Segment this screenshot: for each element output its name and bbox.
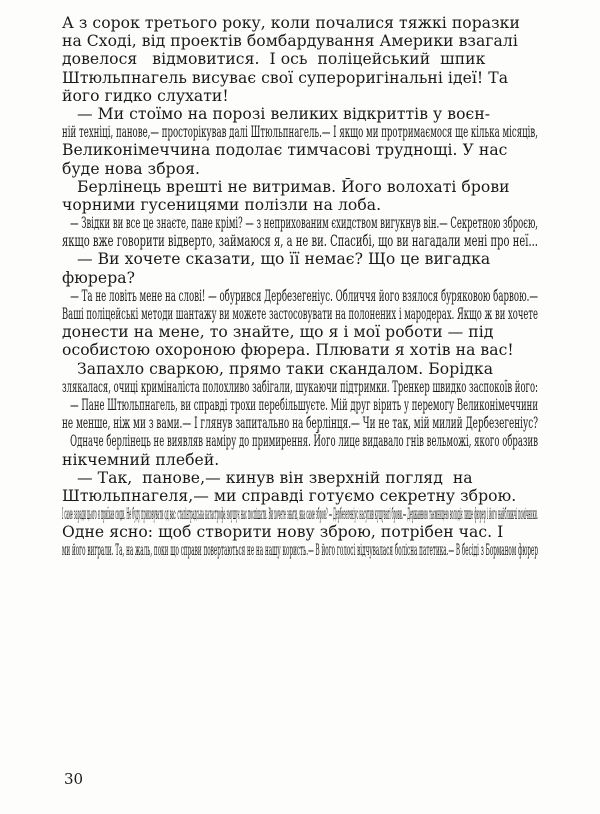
- text-line: А з сорок третього року, коли почалися тяжкі поразки: [62, 14, 520, 32]
- text-line: ми його виграли. Та, на жаль, поки що справи повертаються не на нашу користь.— В його голосі відчувалася болісна патетика.— В бесіді з Борманом фюрер: [62, 541, 539, 560]
- text-line: Одне ясно: щоб створити нову зброю, потрібен час. І: [62, 523, 504, 542]
- text-line: фюрера?: [62, 268, 135, 287]
- text-line: Великонімеччина подолає тимчасові труднощі. У нас: [62, 141, 508, 160]
- text-line: — Так, панове,— кинув він зверхній погляд на: [62, 468, 473, 487]
- text-line: — Ви хочете сказати, що її немає? Що це вигадка: [62, 250, 491, 269]
- text-line: — Та не ловіть мене на слові! — обурився Дербезегеніус. Обличчя його взялося буряковою барвою.—: [62, 286, 539, 305]
- text-line: Ваші поліцейські методи шантажу ви можете застосовувати на полонених і мародерах. Якщо ж ви хочете: [62, 305, 539, 323]
- text-line: Одначе берлінець не виявляв наміру до примирення. Його лице видавало гнів вельможі, якого образив: [62, 432, 538, 451]
- text-line: особистою охороною фюрера. Плювати я хотів на вас!: [62, 341, 514, 360]
- text-line: І саме заради цього я приїхав сюди. Не буду приховувати од вас: сталінградська катастрофа змушує нас поспішати. Ви хочете знати, яка саме зброя? — Дербезегеніус насупив кущуваті брови.— Державною таємницею володіє лише фюрер і його найближчі помічники.: [62, 505, 538, 524]
- text-line: — Ми стоїмо на порозі великих відкриттів у воєн-: [62, 104, 491, 123]
- text-line: Берлінець врешті не витримав. Його волохаті брови: [62, 177, 510, 196]
- text-line: донести на мене, то знайте, що я і мої роботи — під: [62, 323, 494, 342]
- text-line: чорними гусеницями полізли на лоба.: [62, 195, 382, 214]
- text-line: — Звідки ви все це знаєте, пане крімі? — з неприхованим єхидством вигукнув він.— Секретною зброєю,: [62, 214, 538, 233]
- text-line: його гидко слухати!: [62, 86, 229, 105]
- text-line: Запахло сваркою, прямо таки скандалом. Борідка: [62, 359, 494, 378]
- text-line: не менше, ніж ми з вами.— І глянув запитально на берлінця.— Чи не так, мій милий Дербезегеніус?: [62, 414, 539, 433]
- body-text: [62, 14, 562, 560]
- text-line: злякалася, очиці криміналіста полохливо забігали, шукаючи підтримки. Тренкер швидко заспокоїв його:: [62, 377, 538, 396]
- page-number: 30: [64, 770, 84, 788]
- text-line: Штюльпнагеля,— ми справді готуємо секретну зброю.: [62, 486, 517, 505]
- text-line: на Сході, від проектів бомбардування Америки взагалі: [62, 32, 518, 51]
- text-line: нікчемний плебей.: [62, 450, 220, 469]
- text-line: довелося відмовитися. І ось поліцейський шпик: [62, 50, 486, 69]
- text-line: Штюльпнагель висуває свої супероригінальні ідеї! Та: [62, 68, 509, 87]
- text-line: ній техніці, панове,— просторікував далі Штюльпнагель.— І якщо ми протримаємося ще кілька місяців,: [62, 123, 539, 142]
- text-line: буде нова зброя.: [62, 159, 201, 178]
- text-line: якщо вже говорити відверто, займаюся я, а не ви. Спасибі, що ви нагадали мені про неї...: [62, 232, 538, 251]
- text-line: — Пане Штюльпнагель, ви справді трохи перебільшуєте. Мій друг вірить у перемогу Великонімеччини: [62, 395, 538, 414]
